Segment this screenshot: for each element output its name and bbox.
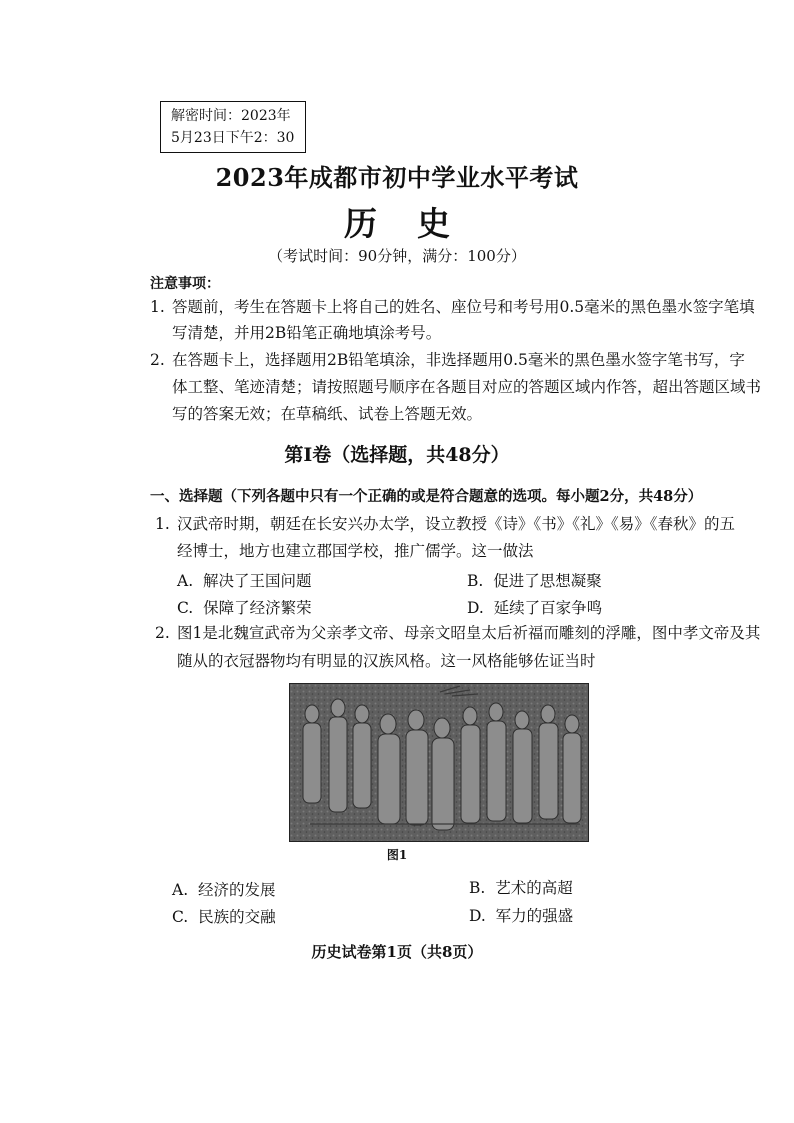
option-letter: B. [467, 572, 484, 590]
question-2 [155, 622, 760, 644]
q2-option-a[interactable] [172, 878, 276, 900]
option-letter: C. [172, 908, 189, 926]
note-item-1 [150, 296, 755, 318]
question-stem: 汉武帝时期，朝廷在长安兴办太学，设立教授《诗》《书》《礼》《易》《春秋》的五 [177, 515, 736, 533]
exam-time-info: （考试时间：90分钟，满分：100分） [268, 247, 526, 265]
page-footer: 历史试卷第1页（共8页） [311, 943, 483, 961]
option-text: 解决了王国问题 [202, 572, 312, 590]
declassification-box [160, 101, 306, 153]
q2-option-c[interactable] [172, 905, 276, 927]
question-1-stem-cont: 经博士，地方也建立郡国学校，推广儒学。这一做法 [177, 542, 534, 560]
relief-carving-illustration [290, 684, 588, 841]
option-letter: A. [172, 881, 189, 899]
option-text: 经济的发展 [197, 881, 276, 899]
option-text: 促进了思想凝聚 [493, 572, 602, 590]
note-item-1-cont: 写清楚，并用2B铅笔正确地填涂考号。 [172, 324, 442, 342]
option-text: 艺术的高超 [495, 879, 573, 897]
relief-figure-image [289, 683, 589, 842]
option-text: 保障了经济繁荣 [203, 599, 312, 617]
q1-option-c[interactable] [177, 596, 312, 618]
note-number: 1. [150, 298, 165, 316]
note-number: 2. [150, 351, 165, 369]
figure-caption: 图1 [386, 848, 408, 862]
note-item-2 [150, 349, 745, 371]
option-letter: B. [469, 879, 486, 897]
question-2-stem-cont: 随从的衣冠器物均有明显的汉族风格。这一风格能够佐证当时 [177, 652, 596, 670]
note-item-2-cont-1: 体工整、笔迹清楚；请按照题号顺序在各题目对应的答题区域内作答，超出答题区域书 [172, 378, 762, 396]
question-1 [155, 513, 735, 535]
option-letter: D. [469, 907, 486, 925]
declassification-line-2: 5月23日下午2：30 [171, 130, 295, 146]
question-number: 1. [155, 515, 170, 533]
option-letter: C. [177, 599, 194, 617]
question-number: 2. [155, 624, 170, 642]
q1-option-a[interactable] [177, 569, 312, 591]
notes-heading: 注意事项： [150, 276, 220, 292]
option-letter: A. [177, 572, 194, 590]
option-text: 民族的交融 [198, 908, 276, 926]
note-line: 答题前，考生在答题卡上将自己的姓名、座位号和考号用0.5毫米的黑色墨水签字笔填 [172, 298, 755, 316]
note-item-2-cont-2: 写的答案无效；在草稿纸、试卷上答题无效。 [172, 405, 483, 423]
exam-title: 2023年成都市初中学业水平考试 [215, 163, 579, 192]
subject-title: 历史 [344, 204, 490, 243]
option-text: 军力的强盛 [495, 907, 574, 925]
option-letter: D. [467, 599, 484, 617]
part-title: 第Ⅰ卷（选择题，共48分） [284, 444, 510, 466]
q2-option-b[interactable] [469, 876, 573, 898]
option-text: 延续了百家争鸣 [493, 599, 603, 617]
question-stem: 图1是北魏宣武帝为父亲孝文帝、母亲文昭皇太后祈福而雕刻的浮雕，图中孝文帝及其 [177, 624, 761, 642]
q2-option-d[interactable] [469, 904, 573, 926]
q1-option-b[interactable] [467, 569, 602, 591]
declassification-line-1: 解密时间：2023年 [171, 108, 291, 124]
note-line: 在答题卡上，选择题用2B铅笔填涂，非选择题用0.5毫米的黑色墨水签字笔书写，字 [172, 351, 745, 369]
q1-option-d[interactable] [467, 596, 602, 618]
section-heading: 一、选择题（下列各题中只有一个正确的或是符合题意的选项。每小题2分，共48分） [150, 488, 703, 505]
